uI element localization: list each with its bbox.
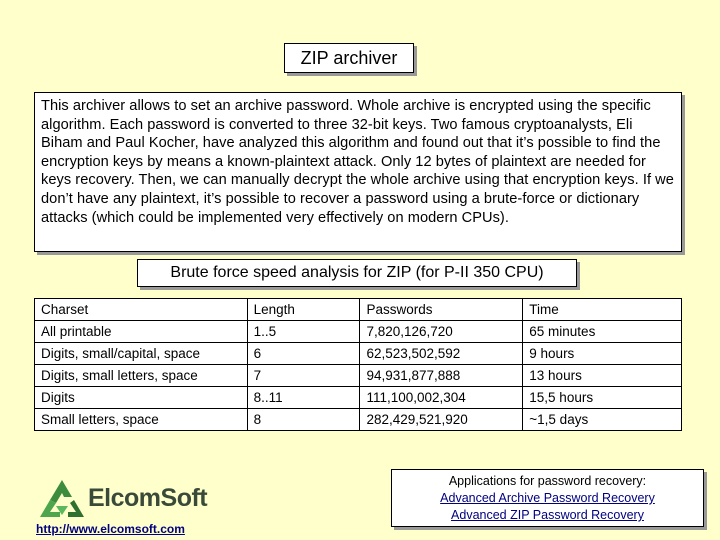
table-cell: Digits [35, 387, 248, 409]
header-cell: Passwords [360, 299, 523, 321]
table-cell: 94,931,877,888 [360, 365, 523, 387]
table-cell: 13 hours [523, 365, 682, 387]
table-cell: 8 [247, 409, 360, 431]
table-title: Brute force speed analysis for ZIP (for P-II 350 CPU) [137, 259, 577, 287]
table-cell: 111,100,002,304 [360, 387, 523, 409]
slide-title: ZIP archiver [284, 43, 414, 73]
table-cell: 9 hours [523, 343, 682, 365]
table-cell: ~1,5 days [523, 409, 682, 431]
elcomsoft-logo [36, 478, 208, 538]
table-cell: 7,820,126,720 [360, 321, 523, 343]
table-cell: Digits, small letters, space [35, 365, 248, 387]
table-row [35, 365, 682, 387]
table-cell: Digits, small/capital, space [35, 343, 248, 365]
table-row [35, 343, 682, 365]
table-cell: 1..5 [247, 321, 360, 343]
logo-name: ElcomSoft [88, 484, 208, 512]
archive-recovery-link[interactable]: Advanced Archive Password Recovery [440, 491, 655, 505]
apps-heading: Applications for password recovery: [448, 474, 647, 488]
header-cell: Time [523, 299, 682, 321]
table-header-row [35, 299, 682, 321]
table-cell: All printable [35, 321, 248, 343]
table-cell: Small letters, space [35, 409, 248, 431]
table-cell: 8..11 [247, 387, 360, 409]
header-cell: Charset [35, 299, 248, 321]
speed-table [34, 298, 682, 431]
table-cell: 15,5 hours [523, 387, 682, 409]
recycle-logo-icon [36, 478, 88, 522]
table-cell: 65 minutes [523, 321, 682, 343]
description-paragraph: This archiver allows to set an archive password. Whole archive is encrypted using the specific algorithm. Each password is converted to three 32-bit keys. Two famous cryptoanalysts, Eli Biham and Paul Kocher, have analyzed this algorithm and found out that it’s possible to find the encryption keys by means a known-plaintext attack. Only 12 bytes of plaintext are needed for keys recovery. Then, we can manually decrypt the whole archive using that encryption keys. If we don’t have any plaintext, it’s possible to recover a password using a brute-force or dictionary attacks (which could be implemented very effectively on modern CPUs). [34, 92, 682, 252]
table-row [35, 409, 682, 431]
table-cell: 7 [247, 365, 360, 387]
table-cell: 6 [247, 343, 360, 365]
table-cell: 282,429,521,920 [360, 409, 523, 431]
header-cell: Length [247, 299, 360, 321]
apps-box [391, 469, 704, 527]
table-row [35, 321, 682, 343]
website-link[interactable]: http://www.elcomsoft.com [36, 522, 185, 536]
table-cell: 62,523,502,592 [360, 343, 523, 365]
table-row [35, 387, 682, 409]
zip-recovery-link[interactable]: Advanced ZIP Password Recovery [451, 508, 644, 522]
